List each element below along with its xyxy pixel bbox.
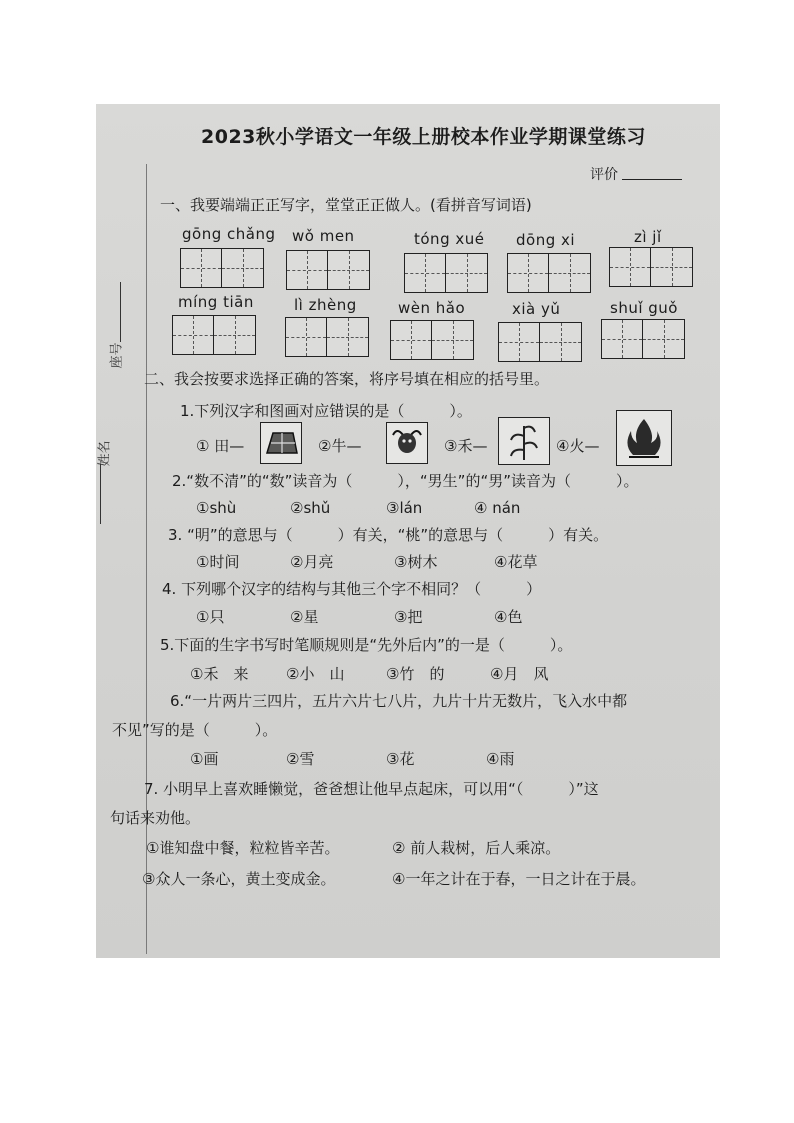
q4-option-4: ④色 [494,608,523,626]
ox-picture [386,422,428,464]
q6-option-4: ④雨 [486,750,515,768]
q3-option-3: ③树木 [394,553,438,571]
question-3: 3. “明”的意思与（ ）有关，“桃”的意思与（ ）有关。 [168,526,609,544]
section2-heading: 二、我会按要求选择正确的答案，将序号填在相应的括号里。 [144,370,550,388]
q1-option-2: ②牛— [318,437,362,455]
q4-option-2: ②星 [290,608,319,626]
section1-heading: 一、我要端端正正写字，堂堂正正做人。(看拼音写词语) [160,196,532,214]
score-label: 评价 [590,167,618,183]
q2-option-2: ②shǔ [290,499,331,517]
worksheet-photo [96,104,720,958]
writing-grid[interactable] [172,315,256,355]
binding-margin-line [146,164,147,954]
name-blank-line [100,464,101,524]
writing-grid[interactable] [390,320,474,360]
fire-picture [616,410,672,466]
q6-option-1: ①画 [190,750,219,768]
question-2: 2.“数不清”的“数”读音为（ ），“男生”的“男”读音为（ ）。 [172,472,639,490]
writing-grid[interactable] [498,322,582,362]
writing-grid[interactable] [609,247,693,287]
writing-grid[interactable] [180,248,264,288]
worksheet-title: 2023秋小学语文一年级上册校本作业学期课堂练习 [201,126,646,148]
q7-option-1: ①谁知盘中餐，粒粒皆辛苦。 [146,839,340,857]
q3-option-4: ④花草 [494,553,538,571]
q5-option-2: ②小 山 [286,665,345,683]
ox-picture-icon [387,423,427,463]
pinyin: dōng xi [516,231,576,249]
q6-option-2: ②雪 [286,750,315,768]
q6-option-3: ③花 [386,750,415,768]
writing-grid[interactable] [601,319,685,359]
q7-option-3: ③众人一条心，黄土变成金。 [142,870,336,888]
q2-option-1: ①shù [196,499,237,517]
field-picture-icon [261,423,301,463]
writing-grid[interactable] [507,253,591,293]
field-picture [260,422,302,464]
name-label: 姓名 [97,440,113,467]
writing-grid[interactable] [286,250,370,290]
writing-grid[interactable] [404,253,488,293]
pinyin: zì jǐ [634,228,662,246]
pinyin: míng tiān [178,293,254,311]
question-5: 5.下面的生字书写时笔顺规则是“先外后内”的一是（ ）。 [160,636,573,654]
q5-option-3: ③竹 的 [386,665,445,683]
grain-picture [498,417,550,465]
pinyin: gōng chǎng [182,225,276,243]
q2-option-4: ④ nán [474,499,521,517]
seat-blank-line [120,282,121,342]
q5-option-1: ①禾 来 [190,665,249,683]
q1-option-1: ① 田— [196,437,245,455]
grain-picture-icon [499,418,549,464]
score-blank [622,179,682,180]
pinyin: xià yǔ [512,300,561,318]
q2-option-3: ③lán [386,499,423,517]
pinyin: shuǐ guǒ [610,299,678,317]
q5-option-4: ④月 风 [490,665,549,683]
q1-option-4: ④火— [556,437,600,455]
q7-option-4: ④一年之计在于春，一日之计在于晨。 [392,870,646,888]
q3-option-2: ②月亮 [290,553,334,571]
question-4: 4. 下列哪个汉字的结构与其他三个字不相同？（ ） [162,580,542,598]
question-7-line2: 句话来劝他。 [110,809,201,827]
pinyin: wèn hǎo [398,299,466,317]
question-1: 1.下列汉字和图画对应错误的是（ ）。 [180,402,472,420]
q4-option-3: ③把 [394,608,423,626]
pinyin: tóng xué [414,230,485,248]
pinyin: lì zhèng [294,296,357,314]
fire-picture-icon [617,411,671,465]
q4-option-1: ①只 [196,608,225,626]
q1-option-3: ③禾— [444,437,488,455]
q3-option-1: ①时间 [196,553,240,571]
question-6-line2: 不见”写的是（ ）。 [112,721,278,739]
question-7-line1: 7. 小明早上喜欢睡懒觉，爸爸想让他早点起床，可以用“（ ）”这 [144,780,599,798]
question-6-line1: 6.“一片两片三四片，五片六片七八片，九片十片无数片，飞入水中都 [170,692,628,710]
seat-label: 座号 [109,342,125,369]
q7-option-2: ② 前人栽树，后人乘凉。 [392,839,561,857]
pinyin: wǒ men [292,227,355,245]
writing-grid[interactable] [285,317,369,357]
